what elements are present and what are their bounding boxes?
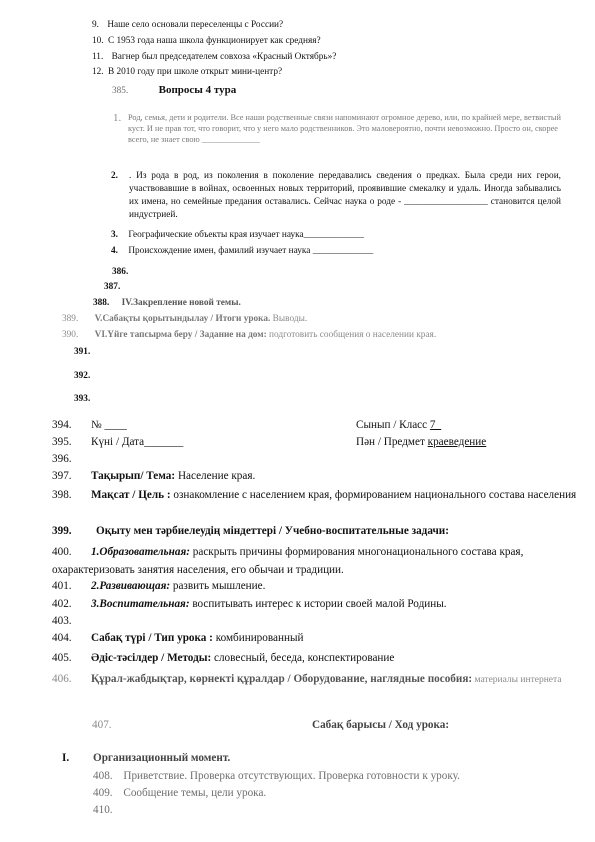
question-number: 10. bbox=[92, 36, 104, 46]
topic-consolidation: IV.Закрепление новой темы. bbox=[121, 298, 241, 308]
homework-text: подготовить сообщения о населении края. bbox=[266, 330, 437, 340]
educational-text: раскрыть причины формирования многонационального состава края, охарактеризовать занятия населения, его обычаи и традиции. bbox=[52, 546, 524, 576]
line-number: 404. bbox=[52, 632, 72, 644]
line-number: 408. bbox=[93, 770, 113, 782]
line-391: 391. bbox=[74, 347, 91, 357]
question-12 bbox=[92, 67, 282, 77]
line-number: 385. bbox=[112, 86, 129, 96]
question-text: В 2010 году при школе открыт мини-центр? bbox=[107, 67, 283, 77]
section-i-number: I. bbox=[62, 752, 70, 764]
line-394 bbox=[52, 419, 127, 431]
line-number: 409. bbox=[93, 787, 113, 799]
greeting-text: Приветствие. Проверка отсутствующих. Проверка готовности к уроку. bbox=[123, 770, 460, 782]
q1-text: Род, семья, дети и родители. Все наши родственные связи напоминают огромное дерево, или, по крайней мере, ветвистый куст. И не прав тот, что говорит, что у него мало родственников. Это маловероятно, почти невозможно. Просто он, скорее всего, не знает свою ______________ bbox=[128, 113, 561, 145]
subject-label: Пән / Предмет bbox=[356, 436, 428, 448]
line-number: 397. bbox=[52, 470, 72, 482]
line-395 bbox=[52, 436, 184, 448]
line-399 bbox=[52, 525, 449, 537]
topic-value: Население края. bbox=[175, 470, 256, 482]
line-406 bbox=[52, 670, 588, 689]
equipment-value: материалы интернета bbox=[472, 675, 562, 685]
line-398 bbox=[52, 487, 588, 504]
question-number: 12. bbox=[92, 67, 104, 77]
line-404 bbox=[52, 632, 304, 644]
q4-line bbox=[111, 246, 373, 256]
line-number: 390. bbox=[62, 330, 79, 340]
line-403: 403. bbox=[52, 615, 72, 627]
round4-heading bbox=[112, 84, 236, 96]
line-number: 388. bbox=[93, 298, 110, 308]
educational-label: 1.Образовательная: bbox=[91, 546, 190, 558]
line-407 bbox=[92, 719, 112, 731]
line-410: 410. bbox=[93, 804, 113, 816]
section-i-title: Организационный момент. bbox=[93, 752, 231, 764]
class-label: Сынып / Класс bbox=[356, 419, 430, 431]
homework-label: VI.Үйге тапсырма беру / Задание на дом: bbox=[94, 330, 267, 340]
q3-number: 3. bbox=[111, 230, 118, 240]
q4-text: Происхождение имен, фамилий изучает наука _____________ bbox=[128, 246, 374, 256]
line-393: 393. bbox=[74, 394, 91, 404]
summary-text: Выводы. bbox=[270, 314, 308, 324]
question-text: Наше село основали переселенцы с России? bbox=[107, 20, 284, 30]
round4-title: Вопросы 4 тура bbox=[158, 84, 237, 96]
date-field: Күні / Дата_______ bbox=[91, 436, 184, 448]
subject-value: краеведение bbox=[427, 436, 487, 448]
line-number: 400. bbox=[52, 546, 72, 558]
line-number: 407. bbox=[92, 719, 112, 731]
line-387: 387. bbox=[104, 282, 121, 292]
lesson-number-field: № ____ bbox=[91, 419, 127, 431]
topic-label: Тақырып/ Тема: bbox=[91, 470, 176, 482]
lesson-type-label: Сабақ түрі / Тип урока : bbox=[91, 632, 213, 644]
class-value: 7_ bbox=[429, 419, 442, 431]
line-number: 389. bbox=[62, 314, 79, 324]
upbringing-label: 3.Воспитательная: bbox=[91, 598, 190, 610]
line-number: 401. bbox=[52, 580, 72, 592]
summary-label: V.Сабақты қорытындылау / Итоги урока. bbox=[94, 314, 271, 324]
lesson-flow-heading: Сабақ барысы / Ход урока: bbox=[312, 719, 450, 731]
question-text: Вагнер был председателем совхоза «Красный Октябрь»? bbox=[111, 52, 337, 62]
line-number: 398. bbox=[52, 489, 72, 501]
goal-label: Мақсат / Цель : bbox=[91, 489, 171, 501]
line-number: 399. bbox=[52, 525, 72, 537]
developing-label: 2.Развивающая: bbox=[91, 580, 171, 592]
goal-text: ознакомление с населением края, формированием национального состава населения bbox=[170, 489, 577, 501]
line-400 bbox=[52, 543, 582, 579]
question-number: 9. bbox=[92, 20, 99, 30]
q4-number: 4. bbox=[111, 246, 118, 256]
line-number: 406. bbox=[52, 673, 72, 685]
line-401 bbox=[52, 580, 266, 592]
line-397 bbox=[52, 470, 256, 482]
line-number: 394. bbox=[52, 419, 72, 431]
methods-label: Әдіс-тәсілдер / Методы: bbox=[91, 652, 212, 664]
q3-line bbox=[111, 230, 364, 240]
line-402 bbox=[52, 598, 447, 610]
line-number: 402. bbox=[52, 598, 72, 610]
line-390 bbox=[62, 330, 436, 340]
line-389 bbox=[62, 314, 307, 324]
q2-number: 2. bbox=[111, 171, 118, 181]
methods-value: словесный, беседа, конспектирование bbox=[211, 652, 395, 664]
question-text: С 1953 года наша школа функционирует как средняя? bbox=[107, 36, 321, 46]
line-405 bbox=[52, 652, 395, 664]
question-10 bbox=[92, 36, 321, 46]
lesson-type-value: комбинированный bbox=[212, 632, 304, 644]
line-number: 405. bbox=[52, 652, 72, 664]
tasks-heading: Оқыту мен тәрбиелеудің міндеттері / Учебно-воспитательные задачи: bbox=[96, 525, 449, 537]
question-11 bbox=[92, 52, 336, 62]
line-392: 392. bbox=[74, 371, 91, 381]
line-388 bbox=[93, 298, 241, 308]
question-9 bbox=[92, 20, 283, 30]
announce-text: Сообщение темы, цели урока. bbox=[123, 787, 267, 799]
line-396: 396. bbox=[52, 453, 72, 465]
q3-text: Географические объекты края изучает наука_____________ bbox=[128, 230, 365, 240]
developing-text: развить мышление. bbox=[170, 580, 266, 592]
q1-number: 1. bbox=[113, 112, 122, 124]
q2-text: . Из рода в род, из поколения в поколение передавались сведения о предках. Была среди них герои, участвовавшие в войнах, освоенных новых территорий, проявившие смекалку и удаль. Иногда забывались их имена, но семейные предания оставались. Сейчас наука о роде - __________________ становится целой индустрией. bbox=[129, 171, 561, 220]
line-number: 395. bbox=[52, 436, 72, 448]
upbringing-text: воспитывать интерес к истории своей малой Родины. bbox=[189, 598, 447, 610]
class-field bbox=[356, 419, 441, 431]
subject-field bbox=[356, 436, 486, 448]
line-408 bbox=[93, 770, 460, 782]
equipment-label: Құрал-жабдықтар, көрнекті құралдар / Оборудование, наглядные пособия: bbox=[91, 673, 473, 685]
line-409 bbox=[93, 787, 266, 799]
line-386: 386. bbox=[112, 267, 129, 277]
question-number: 11. bbox=[92, 52, 104, 62]
